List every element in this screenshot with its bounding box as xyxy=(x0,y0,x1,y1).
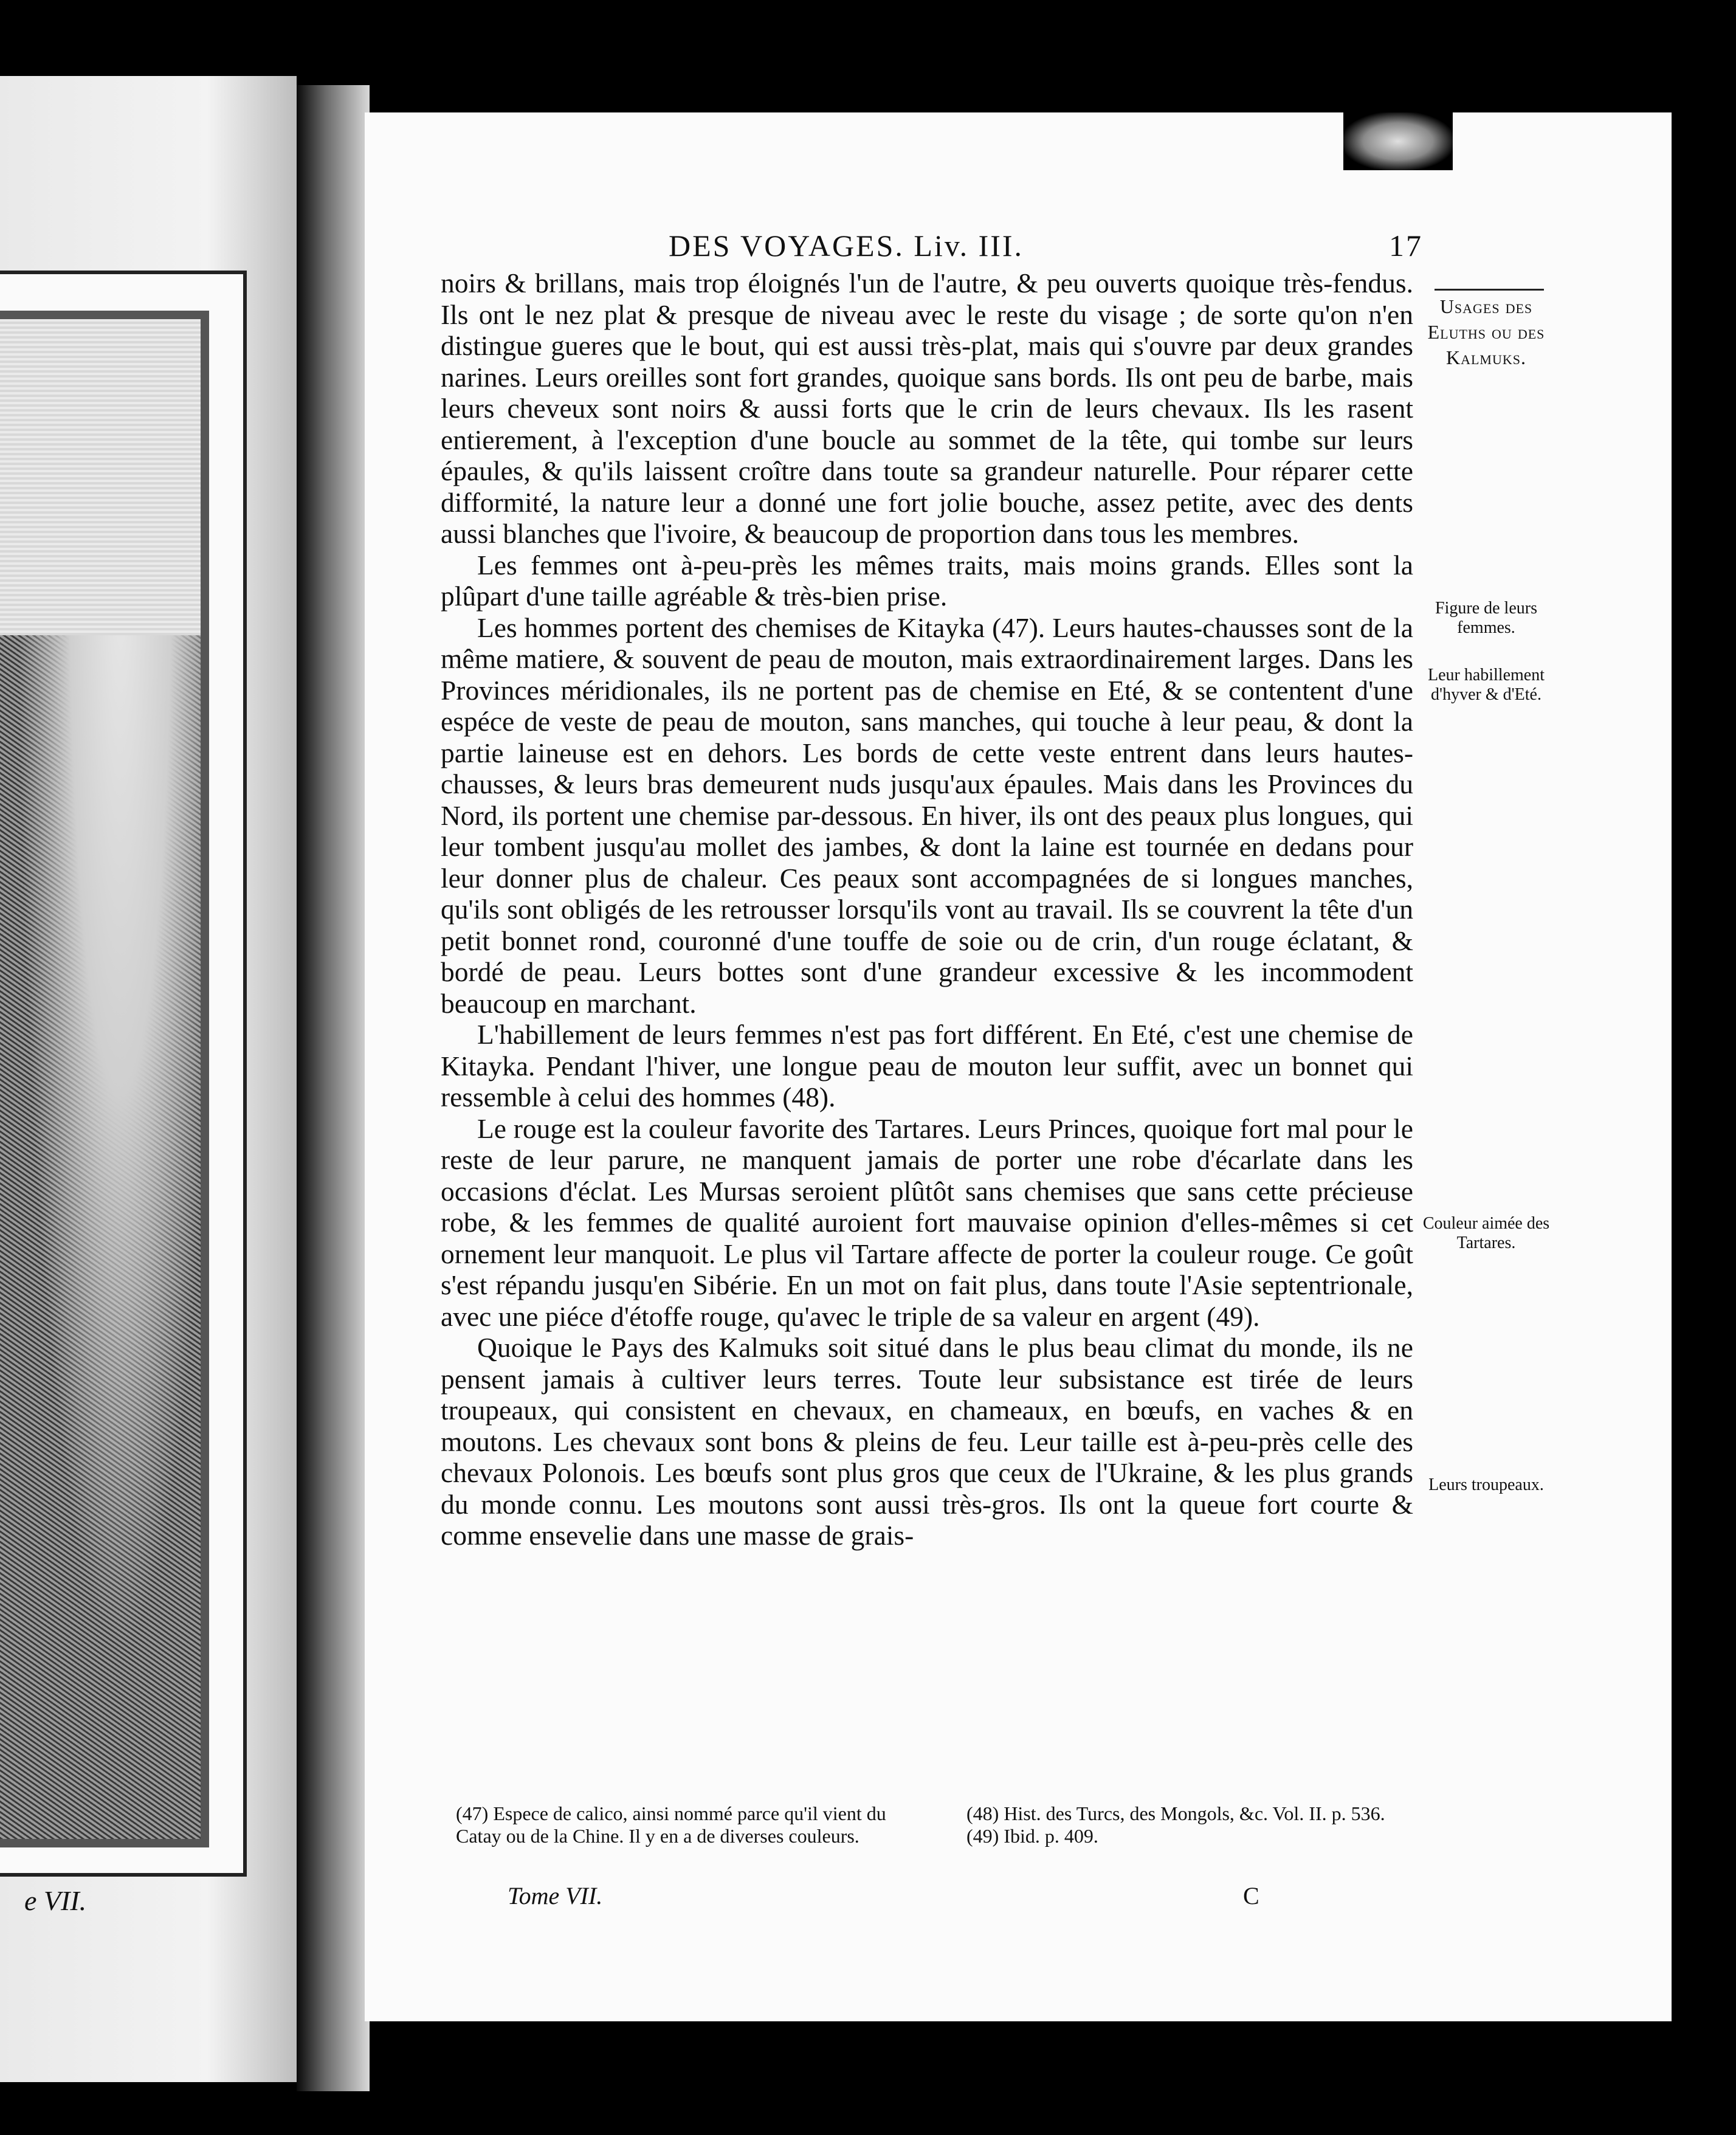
tome-label: Tome VII. xyxy=(508,1882,603,1909)
margin-note-couleur: Couleur aimée des Tartares. xyxy=(1422,1214,1550,1252)
book-gutter xyxy=(297,85,370,2091)
engraved-plate xyxy=(0,311,209,1847)
footnote-column-left xyxy=(456,1802,930,1847)
plate-caption: e VII. xyxy=(24,1885,87,1916)
page-number: 17 xyxy=(1389,229,1423,263)
margin-rule xyxy=(1435,289,1544,291)
footnote-column-right xyxy=(966,1802,1477,1847)
paragraph: Les femmes ont à-peu-près les mêmes traits, mais moins grands. Elles sont la plûpart d'une taille agréable & très-bien prise. xyxy=(441,549,1413,612)
paragraph: Les hommes portent des chemises de Kitayka (47). Leurs hautes-chausses sont de la même matiere, & souvent de peau de mouton, mais extraordinairement larges. Dans les Provinces méridionales, ils ne portent pas de chemise en Eté, & se contentent d'une espéce de veste de peau de mouton, sans manches, qui touche à leur peau, & dont la partie laineuse est en dehors. Les bords de cette veste entrent dans leurs hautes-chausses, & leurs bras demeurent nuds jusqu'aux épaules. Mais dans les Provinces du Nord, ils portent une chemise par-dessous. En hiver, ils ont des peaux plus longues, qui leur tombent jusqu'au mollet des jambes, & dont la laine est tournée en dedans pour leur donner plus de chaleur. Ces peaux sont accompagnées de si longues manches, qu'ils sont obligés de les retrousser lorsqu'ils vont au travail. Ils se couvrent la tête d'un petit bonnet rond, couronné d'une touffe de soie ou de crin, d'un rouge éclatant, & bordé de peau. Leurs bottes sont d'une grandeur excessive & les incommodent beaucoup en marchant. xyxy=(441,612,1413,1019)
signature-mark: C xyxy=(1243,1882,1259,1909)
right-page xyxy=(365,112,1672,2021)
paragraph: noirs & brillans, mais trop éloignés l'un de l'autre, & peu ouverts quoique très-fendus. Ils ont le nez plat & presque de niveau avec le reste du visage ; de sorte qu'on n'en distingue gueres que le bout, qui est aussi très-plat, mais qui s'ouvre par deux grandes narines. Leurs oreilles sont fort grandes, quoique sans bords. Ils ont peu de barbe, mais leurs cheveux sont noirs & aussi forts que le crin de leurs chevaux. Ils les rasent entierement, à l'exception d'une boucle au sommet de la tête, qui tombe sur leurs épaules, & qu'ils laissent croître dans toute sa grandeur naturelle. Pour réparer cette difformité, la nature leur a donné une fort jolie bouche, assez petite, avec des dents aussi blanches que l'ivoire, & beaucoup de proportion dans tous les membres. xyxy=(441,267,1413,549)
engraved-plate-frame xyxy=(0,271,247,1877)
margin-note-habillement: Leur habillement d'hyver & d'Eté. xyxy=(1427,666,1545,704)
margin-note-usages: Usages des Eluths ou des Kalmuks. xyxy=(1427,295,1545,368)
footnote-49: (49) Ibid. p. 409. xyxy=(966,1825,1098,1847)
body-text xyxy=(441,267,1413,1551)
left-page xyxy=(0,76,297,2082)
paragraph: Quoique le Pays des Kalmuks soit situé dans le plus beau climat du monde, ils ne pensent jamais à cultiver leurs terres. Toute leur subsistance est tirée de leurs troupeaux, qui consistent en chevaux, en chameaux, en bœufs, en vaches & en moutons. Les chevaux sont bons & pleins de feu. Leur taille est à-peu-près celle des chevaux Polonois. Les bœufs sont plus gros que ceux de l'Ukraine, & les plus grands du monde connu. Les moutons sont aussi très-gros. Ils ont la queue fort courte & comme ensevelie dans une masse de grais- xyxy=(441,1332,1413,1551)
paragraph: L'habillement de leurs femmes n'est pas fort différent. En Eté, c'est une chemise de Kitayka. Pendant l'hiver, une longue peau de mouton leur suffit, avec un bonnet qui ressemble à celui des hommes (48). xyxy=(441,1019,1413,1112)
footnote-48: (48) Hist. des Turcs, des Mongols, &c. Vol. II. p. 536. xyxy=(966,1802,1385,1824)
paper-stain xyxy=(1343,112,1453,170)
margin-note-figure: Figure de leurs femmes. xyxy=(1435,599,1537,637)
page-header xyxy=(365,228,1672,264)
plate-sky xyxy=(0,319,201,635)
margin-note-troupeaux: Leurs troupeaux. xyxy=(1428,1475,1544,1494)
running-title: DES VOYAGES. Liv. III. xyxy=(669,229,1024,263)
footnote-47: (47) Espece de calico, ainsi nommé parce qu'il vient du Catay ou de la Chine. Il y en a de diverses couleurs. xyxy=(456,1802,886,1847)
paragraph: Le rouge est la couleur favorite des Tartares. Leurs Princes, quoique fort mal pour le reste de leur parure, ne manquent jamais de porter une robe d'écarlate dans les occasions d'éclat. Les Mursas seroient plûtôt sans chemises que sans cette précieuse robe, & les femmes de qualité auroient fort mauvaise opinion d'elles-mêmes si cet ornement leur manquoit. Le plus vil Tartare affecte de porter la couleur rouge. Ce goût s'est répandu jusqu'en Sibérie. En un mot on fait plus, dans toute l'Asie septentrionale, avec une piéce d'étoffe rouge, qu'avec le triple de sa valeur en argent (49). xyxy=(441,1112,1413,1332)
